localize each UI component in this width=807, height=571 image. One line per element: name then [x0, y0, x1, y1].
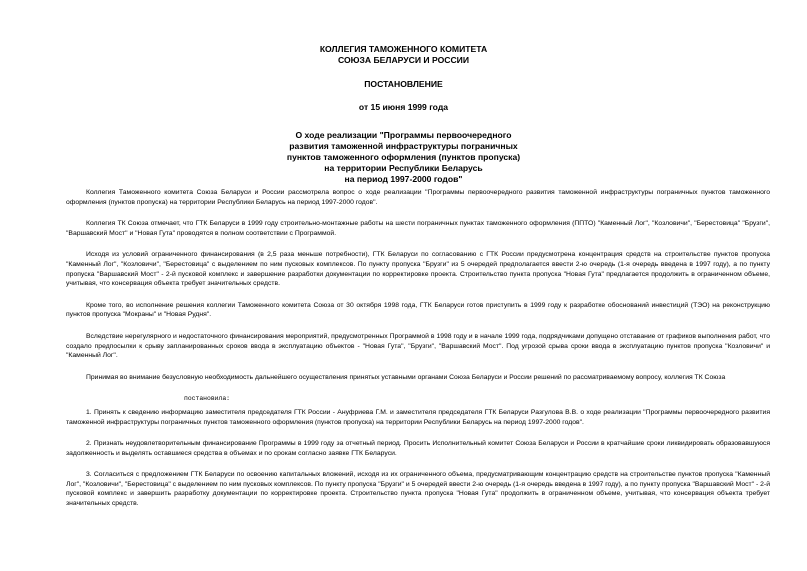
document-body: [66, 188, 770, 521]
document-date: от 15 июня 1999 года: [358, 102, 449, 112]
body-paragraph: Коллегия ТК Союза отмечает, что ГТК Беларуси в 1999 году строительно-монтажные работы на шести пограничных пунктах таможенного оформления (ППТО) "Каменный Лог", "Козловичи", "Берестовица" "Брузги", "Варшавский Мост" и "Новая Гута" проводятся в полном соответствии с Программой.: [66, 220, 770, 237]
resolution-item: 1. Принять к сведению информацию заместителя председателя ГТК России - Ануфриева Г.М. и заместителя председателя ГТК Беларуси Разгулова В.В. о ходе реализации "Программы первоочередного развития таможенной инфраструктуры пограничных пунктов таможенного оформления (пунктов пропуска) на территории Республики Беларусь на период 1997-2000 годов".: [66, 408, 770, 426]
document-title-line-5: на период 1997-2000 годов": [344, 174, 463, 184]
document-title-line-2: развития таможенной инфраструктуры пограничных: [289, 141, 518, 151]
body-paragraph: Принимая во внимание безусловную необходимость дальнейшего осуществления принятых уставными органами Союза Беларуси и России решений по рассматриваемому вопросу, коллегия ТК Союза: [86, 373, 726, 381]
body-paragraph: Кроме того, во исполнение решения коллегии Таможенного комитета Союза от 30 октября 1998 года, ГТК Беларуси готов приступить в 1999 году к разработке обоснований инвестиций (ТЭО) на реконструкцию пунктов пропуска "Мокраны" и "Новая Рудня".: [66, 301, 770, 319]
document-type: ПОСТАНОВЛЕНИЕ: [364, 79, 443, 89]
resolution-item: 2. Признать неудовлетворительным финансирование Программы в 1999 году за отчетный период. Просить Исполнительный комитет Союза Беларуси и России в кратчайшие сроки ликвидировать образовавшуюся задолженность и выделять оставшиеся средства в объемах и по срокам согласно заявке ГТК Беларуси.: [66, 440, 770, 457]
org-name-line-2: СОЮЗА БЕЛАРУСИ И РОССИИ: [337, 55, 470, 65]
document-title-line-3: пунктов таможенного оформления (пунктов пропуска): [286, 152, 521, 162]
org-name-line-1: КОЛЛЕГИЯ ТАМОЖЕННОГО КОМИТЕТА: [319, 44, 488, 54]
document-title-line-1: О ходе реализации "Программы первоочередного: [295, 130, 512, 140]
body-paragraph: Исходя из условий ограниченного финансирования (в 2,5 раза меньше потребности), ГТК Беларуси по согласованию с ГТК России предусмотрена концентрация средств на строительстве пунктов пропуска "Каменный Лог", "Козловичи", "Берестовица" с выделением по ним пусковых комплексов. По пункту пропуска "Брузги" из 5 очередей предполагается ввести 2-ю очередь (1-я очередь введена в 1997 году), а по пункту пропуска "Варшавский Мост" - 2-й пусковой комплекс и завершение разработки документации по корректировке проекта. Строительство пункта пропуска "Новая Гута" предлагается продолжить в ограниченном объеме, учитывая, что консервация объекта требует значительных средств.: [66, 251, 770, 288]
body-paragraph: Коллегия Таможенного комитета Союза Беларуси и России рассмотрела вопрос о ходе реализации "Программы первоочередного развития таможенной инфраструктуры пограничных пунктов таможенного оформления (пунктов пропуска) на территории Республики Беларусь на период 1997-2000 годов".: [66, 189, 770, 206]
resolution-item: 3. Согласиться с предложением ГТК Беларуси по освоению капитальных вложений, исходя из их ограниченного объема, предусматривающим концентрацию средств на строительстве пунктов пропуска "Каменный Лог", "Козловичи", "Берестовица" с выделением по ним пусковых комплексов. По пункту пропуска "Брузги" и 5 очередей ввести 2-ю очередь (1-я очередь введена в 1997 году), а по пункту пропуска "Варшавский Мост" - 2-й пусковой комплекс и завершить разработку документации по корректировке проекта. Строительство пункта пропуска "Новая Гута" продолжить в ограниченном объеме, учитывая, что консервация объекта требует значительных средств.: [66, 471, 770, 508]
body-paragraph: Вследствие нерегулярного и недостаточного финансирования мероприятий, предусмотренных Программой в 1998 году и в начале 1999 года, подрядчиками допущено отставание от графиков выполнения работ, что создало предпосылки к срыву запланированных сроков ввода в эксплуатацию объектов - "Новая Гута", "Брузги", "Варшавский Мост". Под угрозой срыва сроки ввода в эксплуатацию пунктов пропуска "Козловичи" и "Каменный Лог".: [66, 332, 770, 360]
resolution-word: постановила:: [184, 395, 231, 403]
document-title-line-4: на территории Республики Беларусь: [324, 163, 483, 173]
